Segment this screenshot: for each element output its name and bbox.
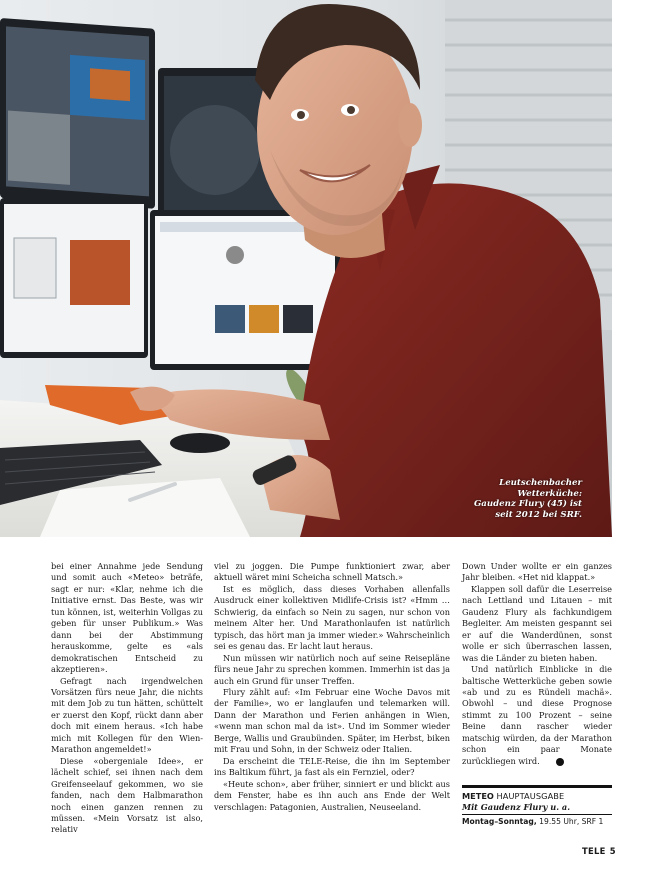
caption-line: Leutschenbacher bbox=[499, 478, 582, 488]
info-box-top-rule bbox=[462, 785, 612, 788]
article-paragraph: Nun müssen wir natürlich noch auf seine Reisepläne fürs neue Jahr zu sprechen kommen. Immerhin ist das ja auch ein Grund für unser Treffen. bbox=[214, 652, 450, 686]
show-name: METEO bbox=[462, 791, 494, 801]
show-section: HAUPTAUSGABE bbox=[496, 791, 565, 801]
article-paragraph: bei einer Annahme jede Sendung und somit auch «Meteo» beträfe, sagt er nur: «Klar, nehme ich die Initiative ernst. Das Beste, was wir tun können, ist, weiterhin Vollgas zu geben für unser Publikum.» Was dann bei der Abstimmung herauskomme, gelte es «als demokratischen Entscheid zu akzeptieren». bbox=[51, 561, 203, 675]
broadcast-days: Montag–Sonntag, bbox=[462, 817, 537, 826]
article-paragraph bbox=[462, 664, 612, 767]
article-paragraph-text: Und natürlich Einblicke in die baltische Wetterküche geben sowie «ab und zu es Ründeli machä». Obwohl – und diese Prognose stimmt zu 100 Prozent – seine Beine dann rascher wieder matschig würden, da der Marathon schon ein paar Monate zurückliegen wird. bbox=[462, 664, 612, 766]
show-subtitle: Mit Gaudenz Flury u. a. bbox=[462, 802, 571, 812]
caption-line: Gaudenz Flury (45) ist bbox=[473, 499, 582, 509]
end-mark-icon: T bbox=[556, 758, 564, 766]
magazine-name: TELE bbox=[582, 846, 606, 856]
article-column-2 bbox=[214, 561, 450, 813]
article-paragraph: Da erscheint die TELE-Reise, die ihn im September ins Baltikum führt, ja fast als ein Fernziel, oder? bbox=[214, 755, 450, 778]
photo-caption bbox=[462, 478, 582, 520]
article-paragraph: Flury zählt auf: «Im Februar eine Woche Davos mit der Familie», wo er langlaufen und telemarken will. Dann der Marathon und Ferien anhängen in Wien, «wenn man schon mal da ist». Und im Sommer wieder Berge, Wallis und Graubünden. Später, im Herbst, biken mit Frau und Sohn, in der Schweiz oder Italien. bbox=[214, 686, 450, 755]
article-paragraph: Ist es möglich, dass dieses Vorhaben allenfalls Ausdruck einer kollektiven Midlife-Crisis ist? «Hmm … Schwierig, da einfach so Nein zu sagen, nur schon von meinem Alter her. Und Marathonlaufen ist natürlich typisch, das hört man ja immer wieder.» Wahrscheinlich sei es genau das. Er lacht laut heraus. bbox=[214, 583, 450, 652]
article-column-3 bbox=[462, 561, 612, 767]
article-paragraph: «Heute schon», aber früher, sinniert er und blickt aus dem Fenster, habe es ihn auch ans Ende der Welt verschlagen: Patagonien, Australien, Neuseeland. bbox=[214, 778, 450, 812]
broadcast-time-channel: 19.55 Uhr, SRF 1 bbox=[539, 817, 604, 826]
info-box-heading bbox=[462, 791, 612, 802]
article-paragraph: Diese «obergeniale Idee», er lächelt schief, sei ihnen nach dem Greifenseelauf gekommen, wo sie fanden, nach dem Halbmarathon noch einen ganzen rennen zu müssen. «Mein Vorsatz ist also, relativ bbox=[51, 755, 203, 835]
article-paragraph: Gefragt nach irgendwelchen Vorsätzen fürs neue Jahr, die nichts mit dem Job zu tun hätten, schüttelt er zuerst den Kopf, rückt dann aber doch mit einem heraus. «Ich habe mich mit Kollegen für den Wien-Marathon angemeldet!» bbox=[51, 675, 203, 755]
broadcast-info-box bbox=[462, 785, 612, 827]
info-box-divider bbox=[462, 814, 612, 815]
article-paragraph: Down Under wollte er ein ganzes Jahr bleiben. «Het nid klappat.» bbox=[462, 561, 612, 583]
caption-line: seit 2012 bei SRF. bbox=[495, 509, 582, 520]
page-number: 5 bbox=[609, 846, 616, 856]
article-paragraph: viel zu joggen. Die Pumpe funktioniert zwar, aber aktuell wäret mini Scheicha schnell Matsch.» bbox=[214, 561, 450, 583]
broadcast-time bbox=[462, 816, 612, 827]
article-paragraph: Klappen soll dafür die Leserreise nach Lettland und Litauen – mit Gaudenz Flury als fachkundigem Begleiter. Am meisten gespannt sei er auf die Wanderdünen, sonst wolle er sich überraschen lassen, was die Länder zu bieten haben. bbox=[462, 583, 612, 663]
page-folio bbox=[582, 846, 616, 856]
caption-line: Wetterküche: bbox=[517, 488, 582, 499]
article-column-1 bbox=[51, 561, 203, 836]
